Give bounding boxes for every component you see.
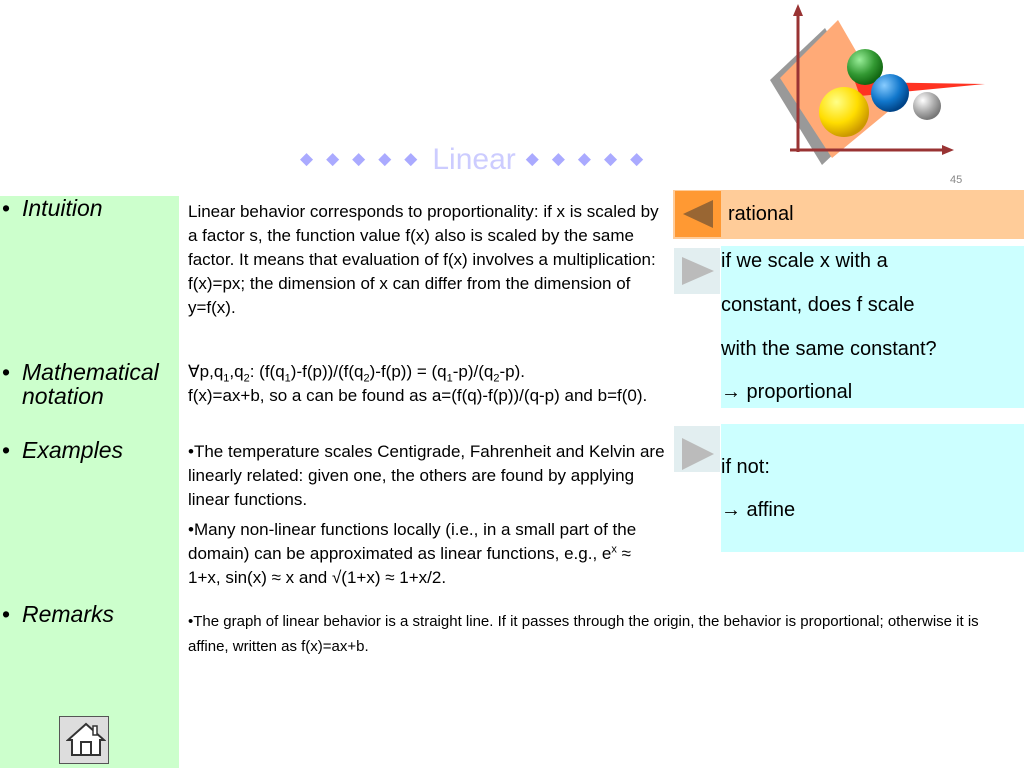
remarks-block [188,609,988,659]
sidebar-item-label: Intuition [22,195,103,221]
slide-title: Linear [432,143,516,176]
page-number: 45 [950,174,963,186]
home-icon [66,720,106,758]
intuition-text-block [188,200,668,320]
proportional-button[interactable] [674,248,720,294]
remarks-text: •The graph of linear behavior is a straight line. If it passes through the origin, the behavior is proportional; otherwise it is affine, written as f(x)=ax+b. [188,613,979,655]
intuition-text: Linear behavior corresponds to proportionality: if x is scaled by a factor s, the function value f(x) also is scaled by the same factor. It means that evaluation of f(x) involves a multiplication: f(x)=px; the dimension of x can differ from the dimension of y=f(x). [188,202,659,317]
title-diamonds-left: ◆◆◆◆◆ [300,149,431,168]
sidebar-item-label: Examples [22,437,123,463]
blue-sphere [871,74,909,112]
affine-button[interactable] [674,426,720,472]
yellow-sphere [819,87,869,137]
question-line: constant, does f scale [721,294,915,316]
sidebar-item-label: Mathematical notation [22,359,159,409]
example-item-1: •The temperature scales Centigrade, Fahrenheit and Kelvin are linearly related: given one, the others are found by applying linear functions. [188,442,665,509]
notation-block [188,360,668,408]
title-diamonds-right: ◆◆◆◆◆ [525,149,657,168]
triangle-right-icon [674,248,720,294]
bullet: • [2,195,11,221]
affine-line: → affine [721,499,796,521]
triangle-left-icon [675,191,721,237]
example-item-2: •Many non-linear functions locally (i.e., in a small part of the domain) can be approximated as linear functions, e.g., $e^x \approx 1+x$, sin(x) ≈ x and √(1+x) ≈ 1+x/2. [188,520,637,587]
bullet: • [2,437,11,463]
bullet: • [2,601,11,627]
forall-symbol: ∀ [188,362,200,381]
sidebar-item-label: Remarks [22,601,115,627]
question-line: if we scale x with a [721,250,888,272]
back-button[interactable] [675,191,721,237]
question-line: with the same constant? [721,338,937,360]
left-panel [0,196,179,768]
logo-graphic [760,0,1000,170]
slide-title-row [300,143,656,183]
affine-box [721,424,1024,552]
examples-block [188,440,668,590]
notation-line2: f(x)=ax+b, so a can be found as a=(f(q)-f(p))/(q-p) and b=f(0). [188,386,648,405]
silver-sphere [913,92,941,120]
question-line: → proportional [721,381,853,403]
affine-line: if not: [721,456,770,478]
triangle-right-icon [674,426,720,484]
bullet: • [2,359,11,385]
rational-box [673,190,1024,239]
rational-label: rational [728,203,794,225]
home-button[interactable] [59,716,109,764]
notation-formula: $\forall p,q_1,q_2$: $(f(q_1)-f(p))/(f(q_2)-f(p)) = (q_1-p)/(q_2-p)$. [188,362,525,385]
